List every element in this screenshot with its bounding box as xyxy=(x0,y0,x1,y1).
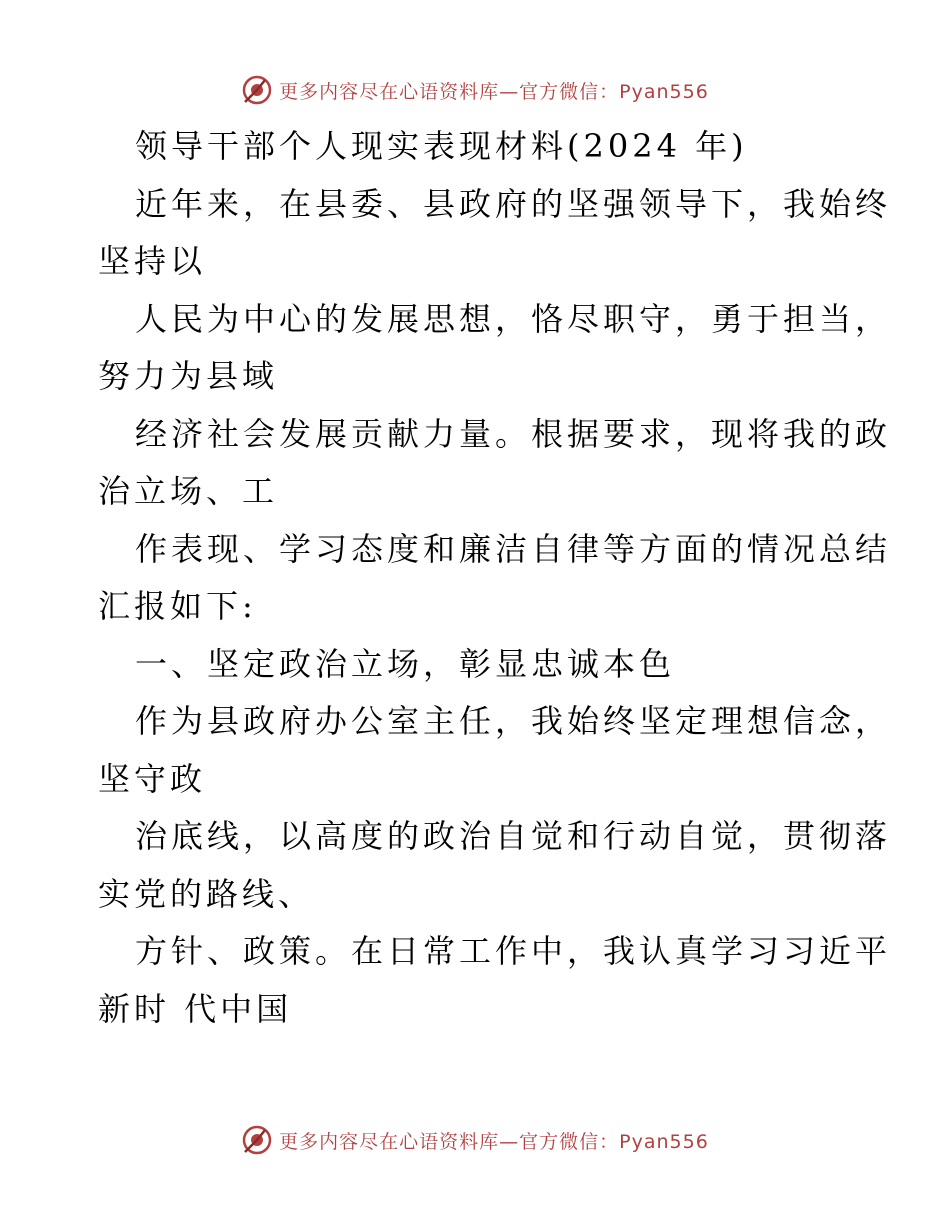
document-title: 领导干部个人现实表现材料(2024 年) xyxy=(135,127,748,165)
paragraph-line: 努力为县域 xyxy=(98,357,279,395)
pen-logo-icon xyxy=(241,74,273,106)
paragraph-line: 汇报如下: xyxy=(98,587,257,625)
paragraph-line: 实党的路线、 xyxy=(98,874,315,913)
paragraph-line: 方针、政策。在日常工作中，我认真学习习近平 xyxy=(135,932,892,970)
watermark-text: 更多内容尽在心语资料库—官方微信：Pyan556 xyxy=(279,80,709,103)
footer-watermark xyxy=(0,1120,950,1160)
watermark-text: 更多内容尽在心语资料库—官方微信：Pyan556 xyxy=(279,1130,709,1153)
section-heading: 一、坚定政治立场，彰显忠诚本色 xyxy=(135,644,676,683)
paragraph-line: 人民为中心的发展思想，恪尽职守，勇于担当， xyxy=(135,299,892,338)
paragraph-line: 坚持以 xyxy=(98,242,207,280)
paragraph-line: 作为县政府办公室主任，我始终坚定理想信念， xyxy=(135,702,892,740)
paragraph-line: 新时 代中国 xyxy=(98,989,293,1028)
paragraph-line: 治底线，以高度的政治自觉和行动自觉，贯彻落 xyxy=(135,817,892,855)
document-body xyxy=(98,118,892,1038)
paragraph-line: 经济社会发展贡献力量。根据要求，现将我的政 xyxy=(135,414,892,453)
paragraph-line: 治立场、工 xyxy=(98,472,279,510)
paragraph-line: 作表现、学习态度和廉洁自律等方面的情况总结 xyxy=(135,529,892,568)
paragraph-line: 近年来，在县委、县政府的坚强领导下，我始终 xyxy=(135,184,892,223)
header-watermark xyxy=(0,70,950,110)
paragraph-line: 坚守政 xyxy=(98,759,207,798)
pen-logo-icon xyxy=(241,1124,273,1156)
